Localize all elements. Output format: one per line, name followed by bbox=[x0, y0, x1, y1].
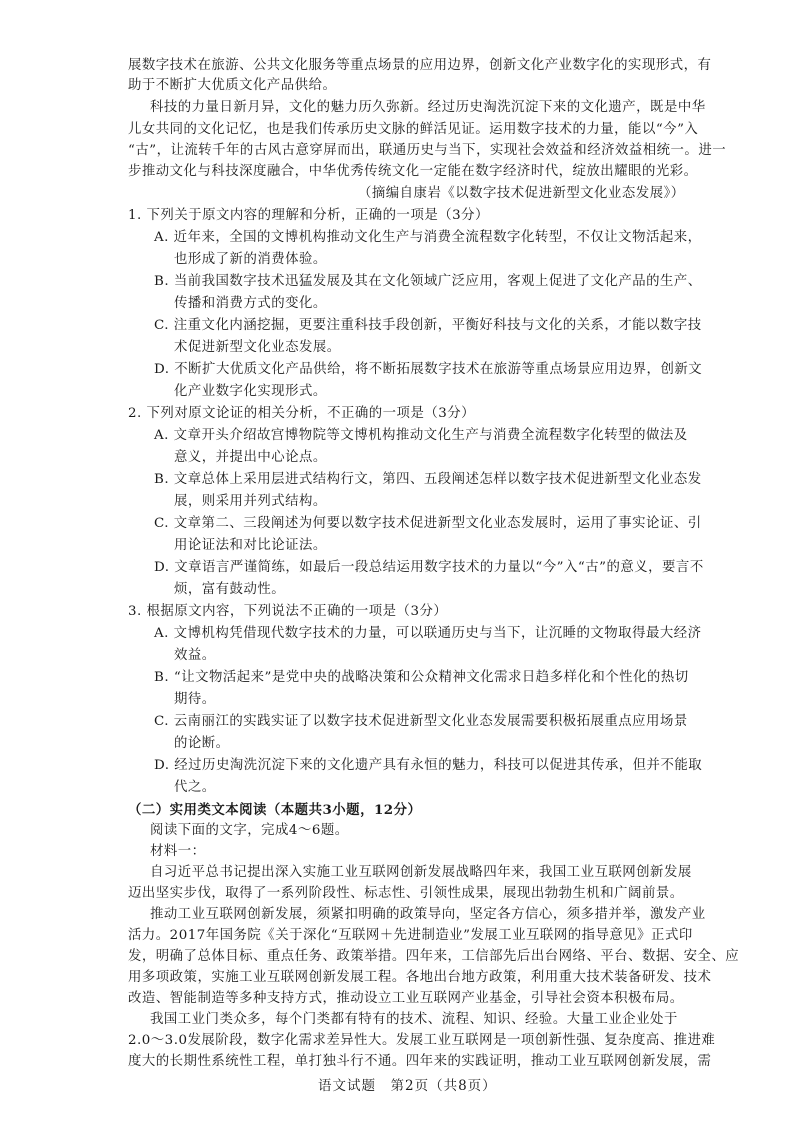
q3-option-a-cont: 效益。 bbox=[174, 648, 216, 663]
q3-option-b-cont: 期待。 bbox=[174, 692, 216, 707]
material-line: 自习近平总书记提出深入实施工业互联网创新发展战略四年来，我国工业互联网创新发展 bbox=[150, 865, 692, 880]
material-line: 2.0～3.0发展阶段，数字化需求差异性大。发展工业互联网是一项创新性强、复杂度高、推进难 bbox=[128, 1033, 716, 1048]
q1-option-a-cont: 也形成了新的消费体验。 bbox=[174, 252, 327, 267]
section-instruction: 阅读下面的文字，完成4～6题。 bbox=[150, 823, 349, 838]
passage-line: 展数字技术在旅游、公共文化服务等重点场景的应用边界，创新文化产业数字化的实现形式，有 bbox=[128, 58, 712, 73]
q2-option-c: C. 文章第二、三段阐述为何要以数字技术促进新型文化业态发展时，运用了事实论证、引 bbox=[154, 516, 702, 531]
material-line: 推动工业互联网创新发展，须紧扣明确的政策导向，坚定各方信心，须多措并举，激发产业 bbox=[150, 907, 706, 922]
q2-option-b-cont: 展，则采用并列式结构。 bbox=[174, 494, 327, 509]
q1-option-b: B. 当前我国数字技术迅猛发展及其在文化领域广泛应用，客观上促进了文化产品的生产、 bbox=[154, 274, 702, 289]
material-line: 活力。2017年国务院《关于深化“互联网＋先进制造业”发展工业互联网的指导意见》正式印 bbox=[128, 928, 693, 943]
q1-option-b-cont: 传播和消费方式的变化。 bbox=[174, 296, 327, 311]
q1-option-d: D. 不断扩大优质文化产品供给，将不断拓展数字技术在旅游等重点场景应用边界，创新文 bbox=[154, 362, 703, 377]
passage-line: 步推动文化与科技深度融合，中华优秀传统文化一定能在数字经济时代，绽放出耀眼的光彩。 bbox=[128, 164, 698, 179]
q3-option-c: C. 云南丽江的实践实证了以数字技术促进新型文化业态发展需要积极拓展重点应用场景 bbox=[154, 714, 688, 729]
q3-option-d: D. 经过历史淘洗沉淀下来的文化遗产具有永恒的魅力，科技可以促进其传承，但并不能取 bbox=[154, 758, 703, 773]
passage-line: “古”，让流转千年的古风古意穿屏而出，联通历史与当下，实现社会效益和经济效益相统一。进一 bbox=[128, 143, 727, 158]
question-1-stem: 1. 下列关于原文内容的理解和分析，正确的一项是（3分） bbox=[128, 208, 489, 223]
material-line: 改造、智能制造等多种支持方式，推动设立工业互联网产业基金，引导社会资本积极布局。 bbox=[128, 991, 684, 1006]
q1-option-c: C. 注重文化内涵挖掘，更要注重科技手段创新，平衡好科技与文化的关系，才能以数字技 bbox=[154, 318, 702, 333]
material-line: 用多项政策，实施工业互联网创新发展工程。各地出台地方政策，利用重大技术装备研发、技术 bbox=[128, 970, 712, 985]
material-line: 我国工业门类众多，每个门类都有特有的技术、流程、知识、经验。大量工业企业处于 bbox=[150, 1012, 678, 1027]
q2-option-b: B. 文章总体上采用层进式结构行文，第四、五段阐述怎样以数字技术促进新型文化业态发 bbox=[154, 472, 702, 487]
q2-option-d-cont: 烦，富有鼓动性。 bbox=[174, 582, 286, 597]
material-label: 材料一： bbox=[150, 844, 206, 859]
material-line: 度大的长期性系统性工程，单打独斗行不通。四年来的实践证明，推动工业互联网创新发展，需 bbox=[128, 1054, 712, 1069]
q1-option-c-cont: 术促进新型文化业态发展。 bbox=[174, 340, 341, 355]
q2-option-a-cont: 意义，并提出中心论点。 bbox=[174, 450, 327, 465]
question-3-stem: 3. 根据原文内容，下列说法不正确的一项是（3分） bbox=[128, 604, 448, 619]
q1-option-a: A. 近年来，全国的文博机构推动文化生产与消费全流程数字化转型，不仅让文物活起来， bbox=[154, 230, 702, 245]
q1-option-d-cont: 化产业数字化实现形式。 bbox=[174, 384, 327, 399]
q2-option-a: A. 文章开头介绍故宫博物院等文博机构推动文化生产与消费全流程数字化转型的做法及 bbox=[154, 428, 688, 443]
material-line: 发，明确了总体目标、重点任务、政策举措。四年来，工信部先后出台网络、平台、数据、安全、应 bbox=[128, 949, 740, 964]
q2-option-d: D. 文章语言严谨简练，如最后一段总结运用数字技术的力量以“今”入“古”的意义，要言不 bbox=[154, 560, 704, 575]
passage-source: （摘编自康岩《以数字技术促进新型文化业态发展》） bbox=[358, 186, 685, 201]
passage-line: 科技的力量日新月异，文化的魅力历久弥新。经过历史淘洗沉淀下来的文化遗产，既是中华 bbox=[150, 100, 706, 115]
q3-option-a: A. 文博机构凭借现代数字技术的力量，可以联通历史与当下，让沉睡的文物取得最大经济 bbox=[154, 626, 702, 641]
section-heading: （二）实用类文本阅读（本题共3小题，12分） bbox=[128, 802, 422, 818]
q3-option-d-cont: 代之。 bbox=[174, 780, 216, 795]
q3-option-c-cont: 的论断。 bbox=[174, 736, 230, 751]
page-footer: 语文试题 第2页（共8页） bbox=[318, 1078, 497, 1094]
q2-option-c-cont: 用论证法和对比论证法。 bbox=[174, 538, 327, 553]
passage-line: 儿女共同的文化记忆，也是我们传承历史文脉的鲜活见证。运用数字技术的力量，能以“今”入 bbox=[128, 122, 699, 137]
passage-line: 助于不断扩大优质文化产品供给。 bbox=[128, 78, 337, 93]
material-line: 迈出坚实步伐，取得了一系列阶段性、标志性、引领性成果，展现出勃勃生机和广阔前景。 bbox=[128, 886, 684, 901]
q3-option-b: B. “让文物活起来”是党中央的战略决策和公众精神文化需求日趋多样化和个性化的热切 bbox=[154, 670, 689, 685]
question-2-stem: 2. 下列对原文论证的相关分析，不正确的一项是（3分） bbox=[128, 406, 476, 421]
